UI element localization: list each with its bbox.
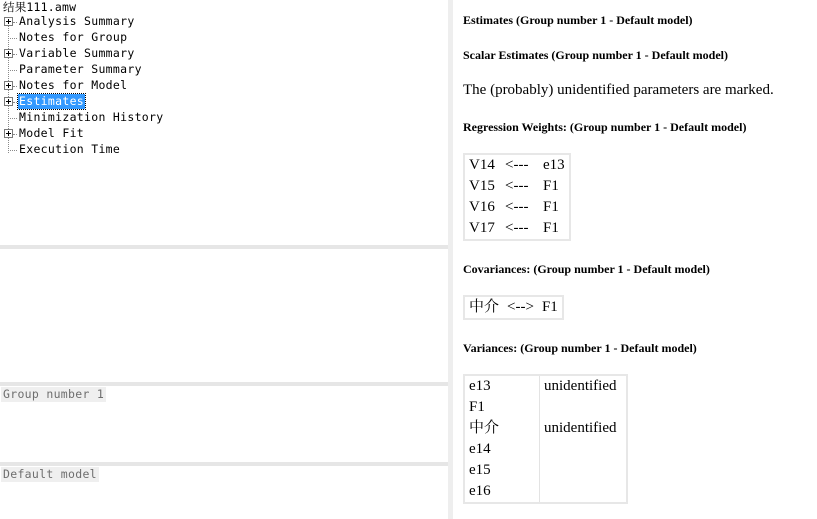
- group-list-item[interactable]: Group number 1: [3, 387, 105, 401]
- model-list-item[interactable]: Default model: [3, 467, 97, 481]
- estimates-heading: Estimates (Group number 1 - Default model): [463, 13, 693, 27]
- table-cell: F1: [543, 178, 559, 194]
- table-row: [464, 218, 570, 240]
- table-cell: e14: [464, 439, 540, 460]
- table-cell: V14: [469, 157, 495, 173]
- table-row: [464, 481, 627, 503]
- table-cell: e13: [464, 375, 540, 397]
- tree-item-label[interactable]: Minimization History: [19, 110, 164, 124]
- table-cell: <---: [505, 220, 529, 236]
- table-row: [464, 296, 563, 319]
- table-cell: unidentified: [544, 378, 617, 394]
- output-pane: [453, 0, 817, 519]
- table-cell: <---: [505, 157, 529, 173]
- expand-plus-icon[interactable]: [4, 129, 13, 138]
- output-tree: [0, 0, 448, 245]
- table-cell: [540, 481, 628, 503]
- table-row: [464, 197, 570, 218]
- tree-connector: [8, 38, 17, 39]
- tree-item-label[interactable]: Analysis Summary: [19, 14, 135, 28]
- table-row: [464, 154, 570, 176]
- table-cell: V15: [469, 178, 495, 194]
- scalar-estimates-heading: Scalar Estimates (Group number 1 - Default model): [463, 48, 728, 62]
- pane-splitter[interactable]: [0, 382, 448, 386]
- table-cell: F1: [464, 397, 540, 418]
- covariances-heading: Covariances: (Group number 1 - Default model): [463, 262, 710, 276]
- tree-item-label[interactable]: Execution Time: [19, 142, 121, 156]
- table-cell: [540, 397, 628, 418]
- table-cell: [540, 460, 628, 481]
- covariances-table: [463, 295, 564, 320]
- tree-connector: [8, 150, 17, 151]
- table-cell: e13: [543, 157, 565, 173]
- table-row: [464, 460, 627, 481]
- tree-item-label[interactable]: Model Fit: [19, 126, 85, 140]
- table-cell: V16: [469, 199, 495, 215]
- unidentified-note: The (probably) unidentified parameters are marked.: [463, 82, 774, 98]
- expand-plus-icon[interactable]: [4, 81, 13, 90]
- table-row: [464, 176, 570, 197]
- regression-weights-heading: Regression Weights: (Group number 1 - Default model): [463, 120, 747, 134]
- table-cell: F1: [541, 299, 558, 315]
- tree-connector: [13, 54, 17, 55]
- pane-splitter[interactable]: [0, 245, 448, 249]
- expand-plus-icon[interactable]: [4, 17, 13, 26]
- tree-item-label[interactable]: Variable Summary: [19, 46, 135, 60]
- variances-table: [463, 374, 628, 504]
- regression-weights-table: [463, 153, 571, 241]
- variances-heading: Variances: (Group number 1 - Default model): [463, 341, 697, 355]
- table-cell: e16: [464, 481, 540, 503]
- tree-item-label[interactable]: Notes for Group: [19, 30, 128, 44]
- tree-item-model-fit[interactable]: [0, 126, 440, 142]
- tree-item-notes-for-model[interactable]: [0, 78, 440, 94]
- expand-plus-icon[interactable]: [4, 97, 13, 106]
- tree-item-minimization-history[interactable]: [0, 110, 440, 126]
- tree-item-parameter-summary[interactable]: [0, 62, 440, 78]
- table-row: [464, 375, 627, 397]
- tree-item-label[interactable]: Parameter Summary: [19, 62, 142, 76]
- tree-connector: [13, 86, 17, 87]
- table-cell: e15: [464, 460, 540, 481]
- tree-root-file[interactable]: 结果111.amw: [3, 0, 77, 14]
- table-cell: <-->: [507, 299, 534, 315]
- table-cell: 中介: [469, 299, 500, 315]
- table-row: [464, 418, 627, 439]
- tree-connector: [13, 102, 17, 103]
- tree-item-label-selected[interactable]: Estimates: [19, 94, 85, 108]
- table-cell: unidentified: [544, 420, 617, 436]
- table-cell: <---: [505, 178, 529, 194]
- table-row: [464, 439, 627, 460]
- table-cell: 中介: [464, 418, 540, 439]
- tree-item-variable-summary[interactable]: [0, 46, 440, 62]
- tree-connector: [8, 118, 17, 119]
- table-cell: [540, 439, 628, 460]
- table-row: [464, 397, 627, 418]
- tree-item-label[interactable]: Notes for Model: [19, 78, 128, 92]
- expand-plus-icon[interactable]: [4, 49, 13, 58]
- table-cell: V17: [469, 220, 495, 236]
- tree-connector: [8, 70, 17, 71]
- tree-item-execution-time[interactable]: [0, 142, 440, 158]
- tree-item-notes-for-group[interactable]: [0, 30, 440, 46]
- table-cell: F1: [543, 220, 559, 236]
- tree-item-estimates[interactable]: [0, 94, 440, 110]
- pane-splitter[interactable]: [0, 462, 448, 466]
- table-cell: <---: [505, 199, 529, 215]
- tree-connector: [13, 22, 17, 23]
- tree-connector: [13, 134, 17, 135]
- table-cell: F1: [543, 199, 559, 215]
- tree-item-analysis-summary[interactable]: [0, 14, 440, 30]
